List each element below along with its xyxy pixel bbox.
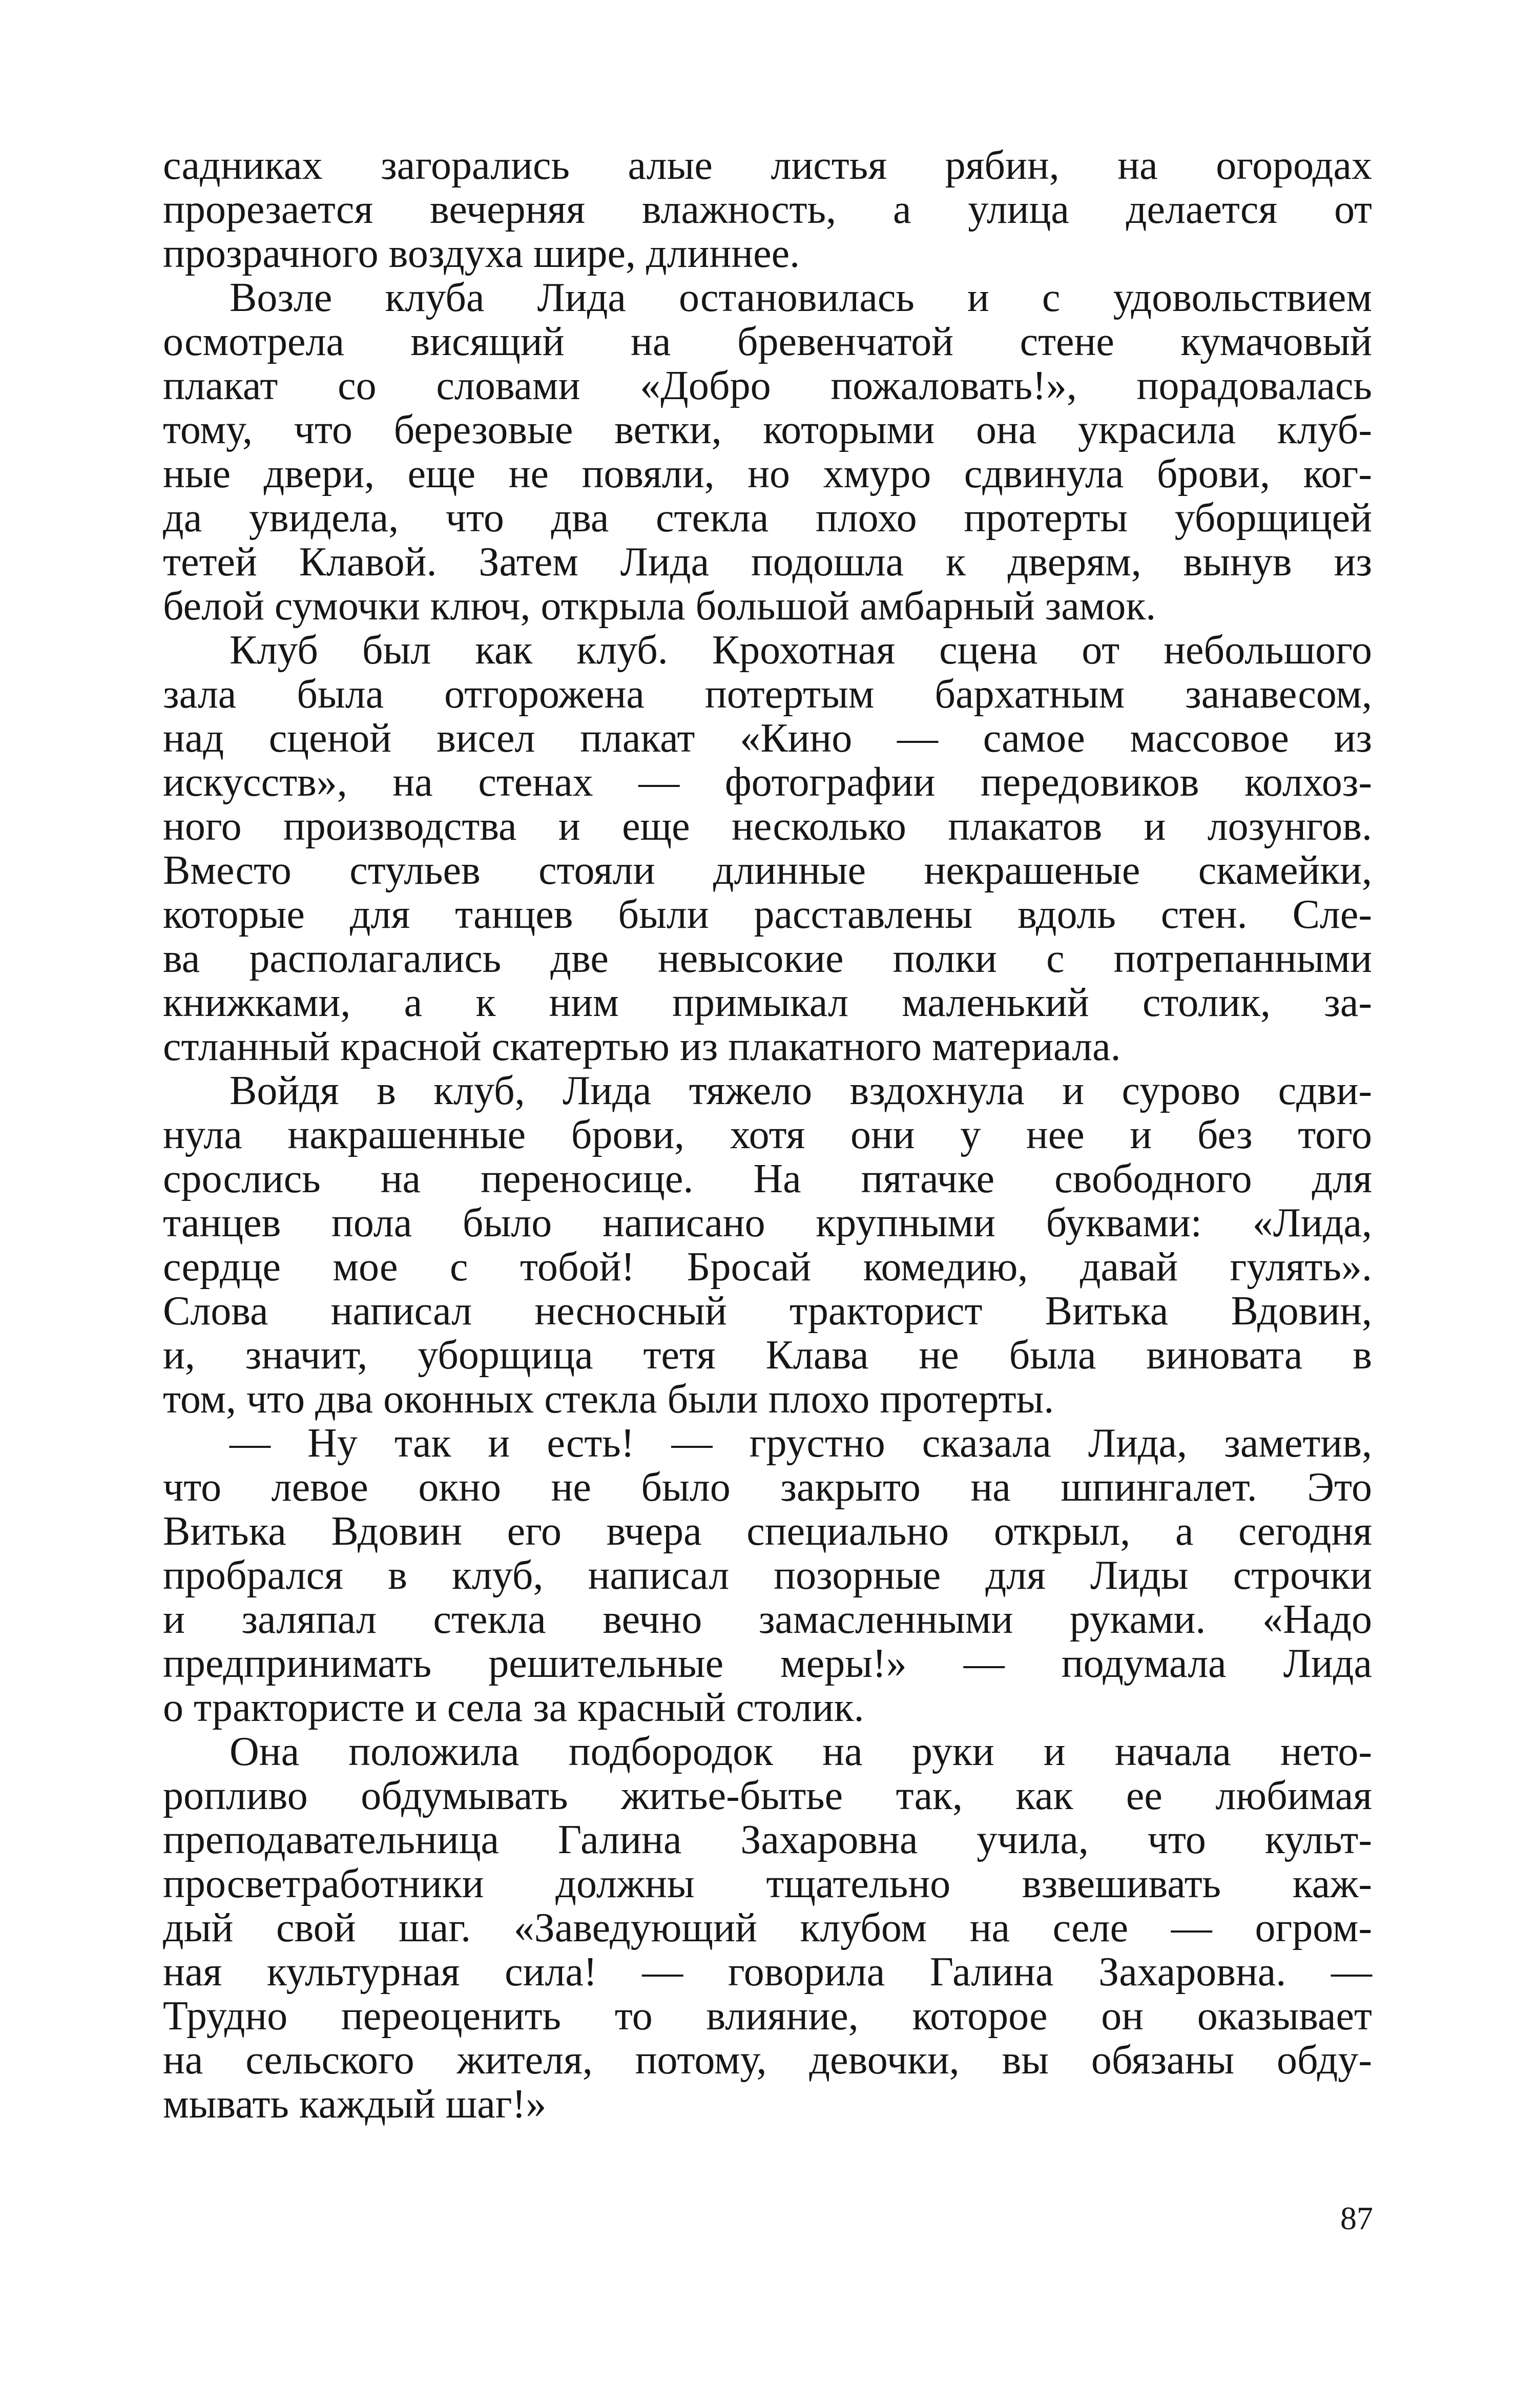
text-line: Клуб был как клуб. Крохотная сцена от небольшого [230, 628, 1372, 673]
text-line: мывать каждый шаг!» [163, 2082, 547, 2127]
page-number: 87 [1340, 2200, 1373, 2236]
text-line: ные двери, еще не повяли, но хмуро сдвинула брови, ког- [163, 451, 1372, 496]
text-line: том, что два оконных стекла были плохо протерты. [163, 1377, 1054, 1422]
text-line: ва располагались две невысокие полки с потрепанными [163, 936, 1372, 981]
text-line: танцев пола было написано крупными буквами: «Лида, [163, 1200, 1372, 1245]
text-line: Вместо стульев стояли длинные некрашеные скамейки, [163, 848, 1372, 893]
text-line: срослись на переносице. На пятачке свободного для [163, 1156, 1372, 1201]
text-line: Трудно переоценить то влияние, которое он оказывает [163, 1994, 1372, 2039]
text-line: Витька Вдовин его вчера специально открыл, а сегодня [163, 1509, 1372, 1554]
text-line: на сельского жителя, потому, девочки, вы обязаны обду- [163, 2038, 1372, 2083]
text-line: предпринимать решительные меры!» — подумала Лида [163, 1641, 1372, 1686]
text-line: ного производства и еще несколько плакатов и лозунгов. [163, 804, 1372, 849]
text-line: Слова написал несносный тракторист Витька Вдовин, [163, 1289, 1372, 1334]
text-line: Возле клуба Лида остановилась и с удовольствием [230, 275, 1372, 320]
text-line: о трактористе и села за красный столик. [163, 1685, 864, 1730]
text-line: преподавательница Галина Захаровна учила, что культ- [163, 1817, 1372, 1862]
text-line: прозрачного воздуха шире, длиннее. [163, 231, 800, 276]
text-line: стланный красной скатертью из плакатного материала. [163, 1024, 1121, 1069]
text-line: просветработники должны тщательно взвешивать каж- [163, 1861, 1372, 1906]
text-line: Войдя в клуб, Лида тяжело вздохнула и сурово сдви- [230, 1068, 1372, 1113]
text-line: плакат со словами «Добро пожаловать!», порадовалась [163, 363, 1372, 408]
page-text [163, 143, 1372, 2126]
text-line: и заляпал стекла вечно замасленными руками. «Надо [163, 1597, 1372, 1642]
text-line: прорезается вечерняя влажность, а улица делается от [163, 187, 1372, 232]
text-line: которые для танцев были расставлены вдоль стен. Сле- [163, 892, 1372, 937]
text-line: — Ну так и есть! — грустно сказала Лида, заметив, [230, 1421, 1372, 1466]
text-line: тому, что березовые ветки, которыми она украсила клуб- [163, 407, 1372, 452]
text-line: пробрался в клуб, написал позорные для Лиды строчки [163, 1553, 1372, 1598]
text-line: белой сумочки ключ, открыла большой амбарный замок. [163, 584, 1156, 629]
text-line: дый свой шаг. «Заведующий клубом на селе — огром- [163, 1905, 1372, 1950]
text-line: зала была отгорожена потертым бархатным занавесом, [163, 672, 1372, 717]
text-line: и, значит, уборщица тетя Клава не была виновата в [163, 1333, 1372, 1378]
text-line: над сценой висел плакат «Кино — самое массовое из [163, 716, 1372, 761]
text-line: тетей Клавой. Затем Лида подошла к дверям, вынув из [163, 539, 1372, 585]
text-line: книжками, а к ним примыкал маленький столик, за- [163, 980, 1372, 1025]
text-line: искусств», на стенах — фотографии передовиков колхоз- [163, 760, 1372, 805]
text-line: ная культурная сила! — говорила Галина Захаровна. — [163, 1949, 1372, 1995]
text-line: нула накрашенные брови, хотя они у нее и без того [163, 1112, 1372, 1157]
text-line: да увидела, что два стекла плохо протерты уборщицей [163, 495, 1372, 541]
text-line: ропливо обдумывать житье-бытье так, как ее любимая [163, 1773, 1372, 1818]
text-line: Она положила подбородок на руки и начала нето- [230, 1729, 1372, 1774]
text-line: сердце мое с тобой! Бросай комедию, давай гулять». [163, 1244, 1372, 1290]
text-line: осмотрела висящий на бревенчатой стене кумачовый [163, 319, 1372, 364]
text-line: садниках загорались алые листья рябин, на огородах [163, 143, 1372, 188]
text-line: что левое окно не было закрыто на шпингалет. Это [163, 1465, 1372, 1510]
